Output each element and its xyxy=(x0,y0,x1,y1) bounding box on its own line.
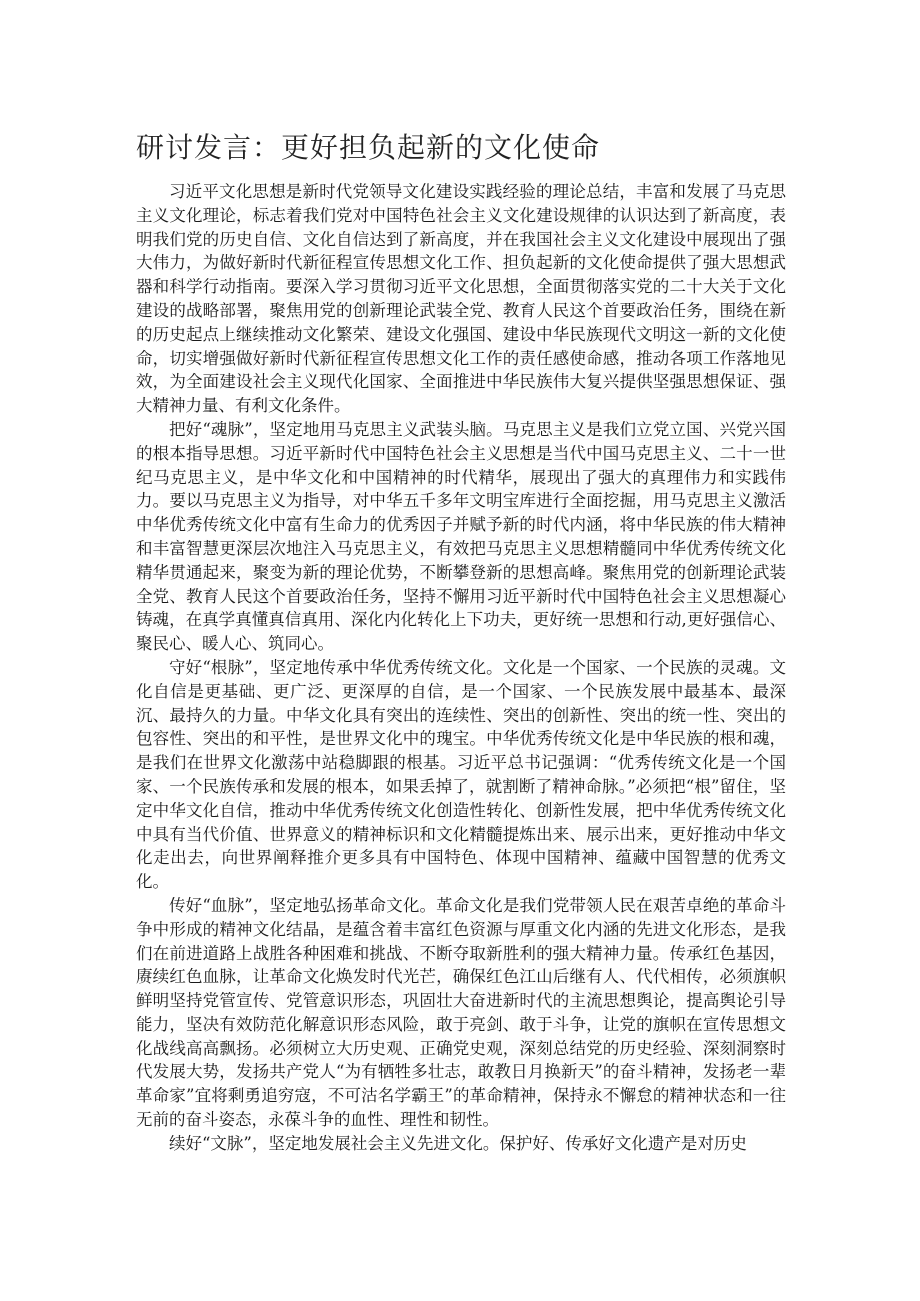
paragraph-blood-vein: 传好“血脉”，坚定地弘扬革命文化。革命文化是我们党带领人民在艰苦卓绝的革命斗争中形成的精神文化结晶，是蕴含着丰富红色资源与厚重文化内涵的先进文化形态，是我们在前进道路上战胜各种困难和挑战、不断夺取新胜利的强大精神力量。传承红色基因，赓续红色血脉，让革命文化焕发时代光芒，确保红色江山后继有人、代代相传，必须旗帜鲜明坚持党管宣传、党管意识形态，巩固壮大奋进新时代的主流思想舆论，提高舆论引导能力，坚决有效防范化解意识形态风险，敢于亮剑、敢于斗争，让党的旗帜在宣传思想文化战线高高飘扬。必须树立大历史观、正确党史观，深刻总结党的历史经验、深刻洞察时代发展大势，发扬共产党人“为有牺牲多壮志，敢教日月换新天”的奋斗精神，发扬老一辈革命家”宜将剩勇追穷寇，不可沽名学霸王”的革命精神，保持永不懈怠的精神状态和一往无前的奋斗姿态，永葆斗争的血性、理性和韧性。 xyxy=(136,895,786,1130)
paragraph-soul-vein: 把好“魂脉”，坚定地用马克思主义武装头脑。马克思主义是我们立党立国、兴党兴国的根本指导思想。习近平新时代中国特色社会主义思想是当代中国马克思主义、二十一世纪马克思主义，是中华文化和中国精神的时代精华，展现出了强大的真理伟力和实践伟力。要以马克思主义为指导，对中华五千多年文明宝库进行全面挖掘，用马克思主义激活中华优秀传统文化中富有生命力的优秀因子并赋予新的时代内涵，将中华民族的伟大精神和丰富智慧更深层次地注入马克思主义，有效把马克思主义思想精髓同中华优秀传统文化精华贯通起来，聚变为新的理论优势，不断攀登新的思想高峰。聚焦用党的创新理论武装全党、教育人民这个首要政治任务，坚持不懈用习近平新时代中国特色社会主义思想凝心铸魂，在真学真懂真信真用、深化内化转化上下功夫，更好统一思想和行动,更好强信心、聚民心、暖人心、筑同心。 xyxy=(136,419,786,654)
paragraph-culture-vein: 续好“文脉”，坚定地发展社会主义先进文化。保护好、传承好文化遗产是对历史 xyxy=(169,1133,747,1153)
paragraph-root-vein: 守好“根脉”，坚定地传承中华优秀传统文化。文化是一个国家、一个民族的灵魂。文化自信是更基础、更广泛、更深厚的自信，是一个国家、一个民族发展中最基本、最深沉、最持久的力量。中华文化具有突出的连续性、突出的创新性、突出的统一性、突出的包容性、突出的和平性，是世界文化中的瑰宝。中华优秀传统文化是中华民族的根和魂，是我们在世界文化激荡中站稳脚跟的根基。习近平总书记强调：“优秀传统文化是一个国家、一个民族传承和发展的根本，如果丢掉了，就割断了精神命脉。”必须把“根”留住，坚定中华文化自信，推动中华优秀传统文化创造性转化、创新性发展，把中华优秀传统文化中具有当代价值、世界意义的精神标识和文化精髓提炼出来、展示出来，更好推动中华文化走出去，向世界阐释推介更多具有中国特色、体现中国精神、蕴藏中国智慧的优秀文化。 xyxy=(136,657,786,892)
document-title: 研讨发言：更好担负起新的文化使命 xyxy=(136,131,601,164)
document-page xyxy=(136,128,786,1156)
paragraph-intro: 习近平文化思想是新时代党领导文化建设实践经验的理论总结，丰富和发展了马克思主义文化理论，标志着我们党对中国特色社会主义文化建设规律的认识达到了新高度，表明我们党的历史自信、文化自信达到了新高度，并在我国社会主义文化建设中展现出了强大伟力，为做好新时代新征程宣传思想文化工作、担负起新的文化使命提供了强大思想武器和科学行动指南。要深入学习贯彻习近平文化思想，全面贯彻落实党的二十大关于文化建设的战略部署，聚焦用党的创新理论武装全党、教育人民这个首要政治任务，围绕在新的历史起点上继续推动文化繁荣、建设文化强国、建设中华民族现代文明这一新的文化使命，切实增强做好新时代新征程宣传思想文化工作的责任感使命感，推动各项工作落地见效，为全面建设社会主义现代化国家、全面推进中华民族伟大复兴提供坚强思想保证、强大精神力量、有利文化条件。 xyxy=(136,182,786,416)
